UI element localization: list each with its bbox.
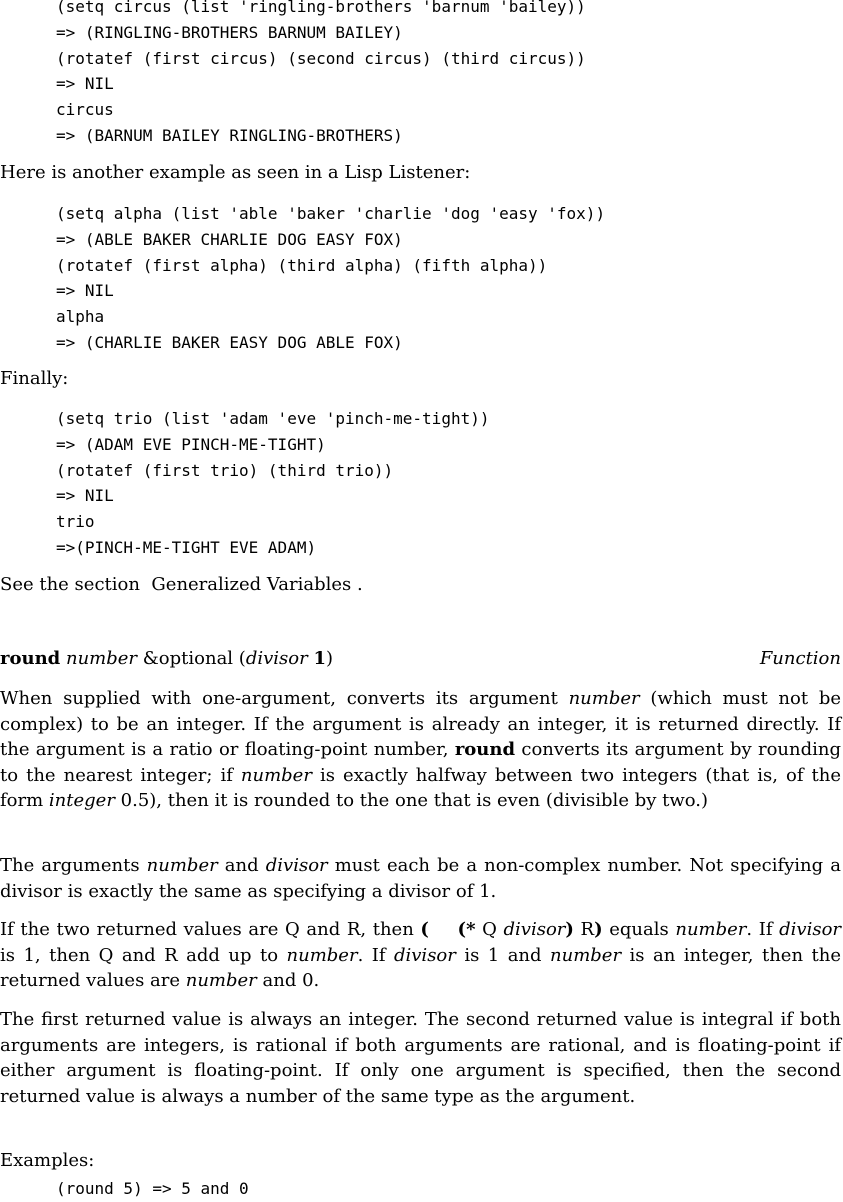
intro-paragraph: Here is another example as seen in a Lisp Listener: (0, 162, 471, 183)
arg-ref: divisor (393, 944, 456, 966)
formula: ) (594, 919, 603, 940)
code-line: trio (56, 512, 95, 532)
text: 0.5), then it is rounded to the one that is even (divisible by two.) (114, 790, 709, 812)
arg-ref: number (568, 688, 640, 709)
arg-ref: number (675, 919, 747, 940)
description-paragraph (0, 686, 841, 814)
return-values-paragraph (0, 917, 841, 994)
generalized-variables-link[interactable]: Generalized Variables (151, 574, 352, 595)
code-line: (round 5) => 5 and 0 (56, 1179, 249, 1198)
arg-divisor: divisor (245, 648, 308, 669)
text: and (217, 855, 266, 876)
code-line: => NIL (56, 74, 114, 94)
code-line: => (RINGLING-BROTHERS BARNUM BAILEY) (56, 22, 403, 42)
code-block-rotatef-alpha (56, 201, 605, 356)
code-line: circus (56, 100, 114, 120)
text: R (573, 919, 595, 940)
code-block-rotatef-circus (56, 0, 586, 149)
text: is 1, then Q and R add up to (0, 944, 287, 966)
code-line: => NIL (56, 281, 114, 301)
see-also-prefix: See the section (0, 574, 146, 595)
optional-keyword: &optional (142, 648, 234, 669)
code-line: (rotatef (first alpha) (third alpha) (fifth alpha)) (56, 255, 548, 275)
code-line: (setq trio (list 'adam 'eve 'pinch-me-tight)) (56, 409, 490, 428)
default-value: 1 (313, 648, 326, 669)
arg-ref: number (240, 764, 312, 786)
see-also-line (0, 574, 363, 595)
function-ref: round (454, 739, 516, 761)
text: equals (602, 919, 676, 940)
arg-ref: divisor (503, 919, 566, 940)
text: . If (746, 919, 780, 940)
arg-ref: number (286, 944, 358, 966)
arg-ref: divisor (265, 855, 328, 876)
arg-ref: number (550, 944, 622, 966)
text: (which must not be complex) to be an integer. If the argument is already an integer, it is returned directly. If the argument is a ratio or floating-point number, (0, 688, 841, 761)
formula: ( (* (420, 919, 476, 940)
code-line: => (ADAM EVE PINCH-ME-TIGHT) (56, 434, 326, 454)
definition-signature (0, 648, 333, 669)
first-returned-value-paragraph: The first returned value is always an integer. The second returned value is integral if both arguments are integers, is rational if both arguments are rational, and is floating-point if either argument is floating-point. If only one argument is specified, then the second returned value is always a number of the same type as the argument. (0, 1009, 841, 1107)
text: converts its argument by rounding to the nearest integer; if (0, 739, 841, 786)
code-block-examples (56, 1176, 249, 1202)
code-line: => NIL (56, 486, 114, 506)
code-line: (rotatef (first trio) (third trio)) (56, 460, 394, 480)
open-paren: ( (238, 648, 246, 669)
arguments-paragraph (0, 853, 841, 904)
see-also-suffix: . (357, 574, 363, 595)
code-line: (setq circus (list 'ringling-brothers 'barnum 'bailey)) (56, 0, 586, 16)
code-line: =>(PINCH-ME-TIGHT EVE ADAM) (56, 537, 317, 557)
arg-ref: number (146, 855, 218, 876)
formula: ) (565, 919, 574, 940)
text: If the two returned values are Q and R, then (0, 919, 421, 940)
text: is an integer, then the returned values are (0, 944, 841, 992)
examples-label: Examples: (0, 1150, 95, 1171)
arg-number: number (65, 648, 138, 669)
function-name: round (0, 648, 61, 669)
code-line: => (BARNUM BAILEY RINGLING-BROTHERS) (56, 125, 403, 145)
code-line: => (ABLE BAKER CHARLIE DOG EASY FOX) (56, 229, 403, 249)
code-block-rotatef-trio (56, 406, 489, 561)
finally-label: Finally: (0, 368, 69, 389)
text: Q (475, 919, 504, 940)
text: and 0. (256, 970, 320, 992)
definition-kind: Function (759, 648, 841, 669)
text: must each be a non-complex number. Not specifying a divisor is exactly the same as specifying a divisor of 1. (0, 855, 841, 902)
code-line: (setq alpha (list 'able 'baker 'charlie 'dog 'easy 'fox)) (56, 204, 606, 223)
text: The arguments (0, 855, 147, 876)
code-line: => (CHARLIE BAKER EASY DOG ABLE FOX) (56, 332, 403, 352)
arg-ref: integer (48, 790, 115, 812)
code-line: alpha (56, 307, 105, 327)
code-line: (rotatef (first circus) (second circus) (third circus)) (56, 48, 586, 68)
text: When supplied with one-argument, converts its argument (0, 688, 569, 709)
text: . If (357, 944, 394, 966)
close-paren: ) (325, 648, 334, 669)
text: is exactly halfway between two integers (that is, of the form (0, 764, 841, 812)
arg-ref: number (185, 970, 257, 992)
arg-ref: divisor (779, 919, 842, 940)
text: is 1 and (455, 944, 551, 966)
